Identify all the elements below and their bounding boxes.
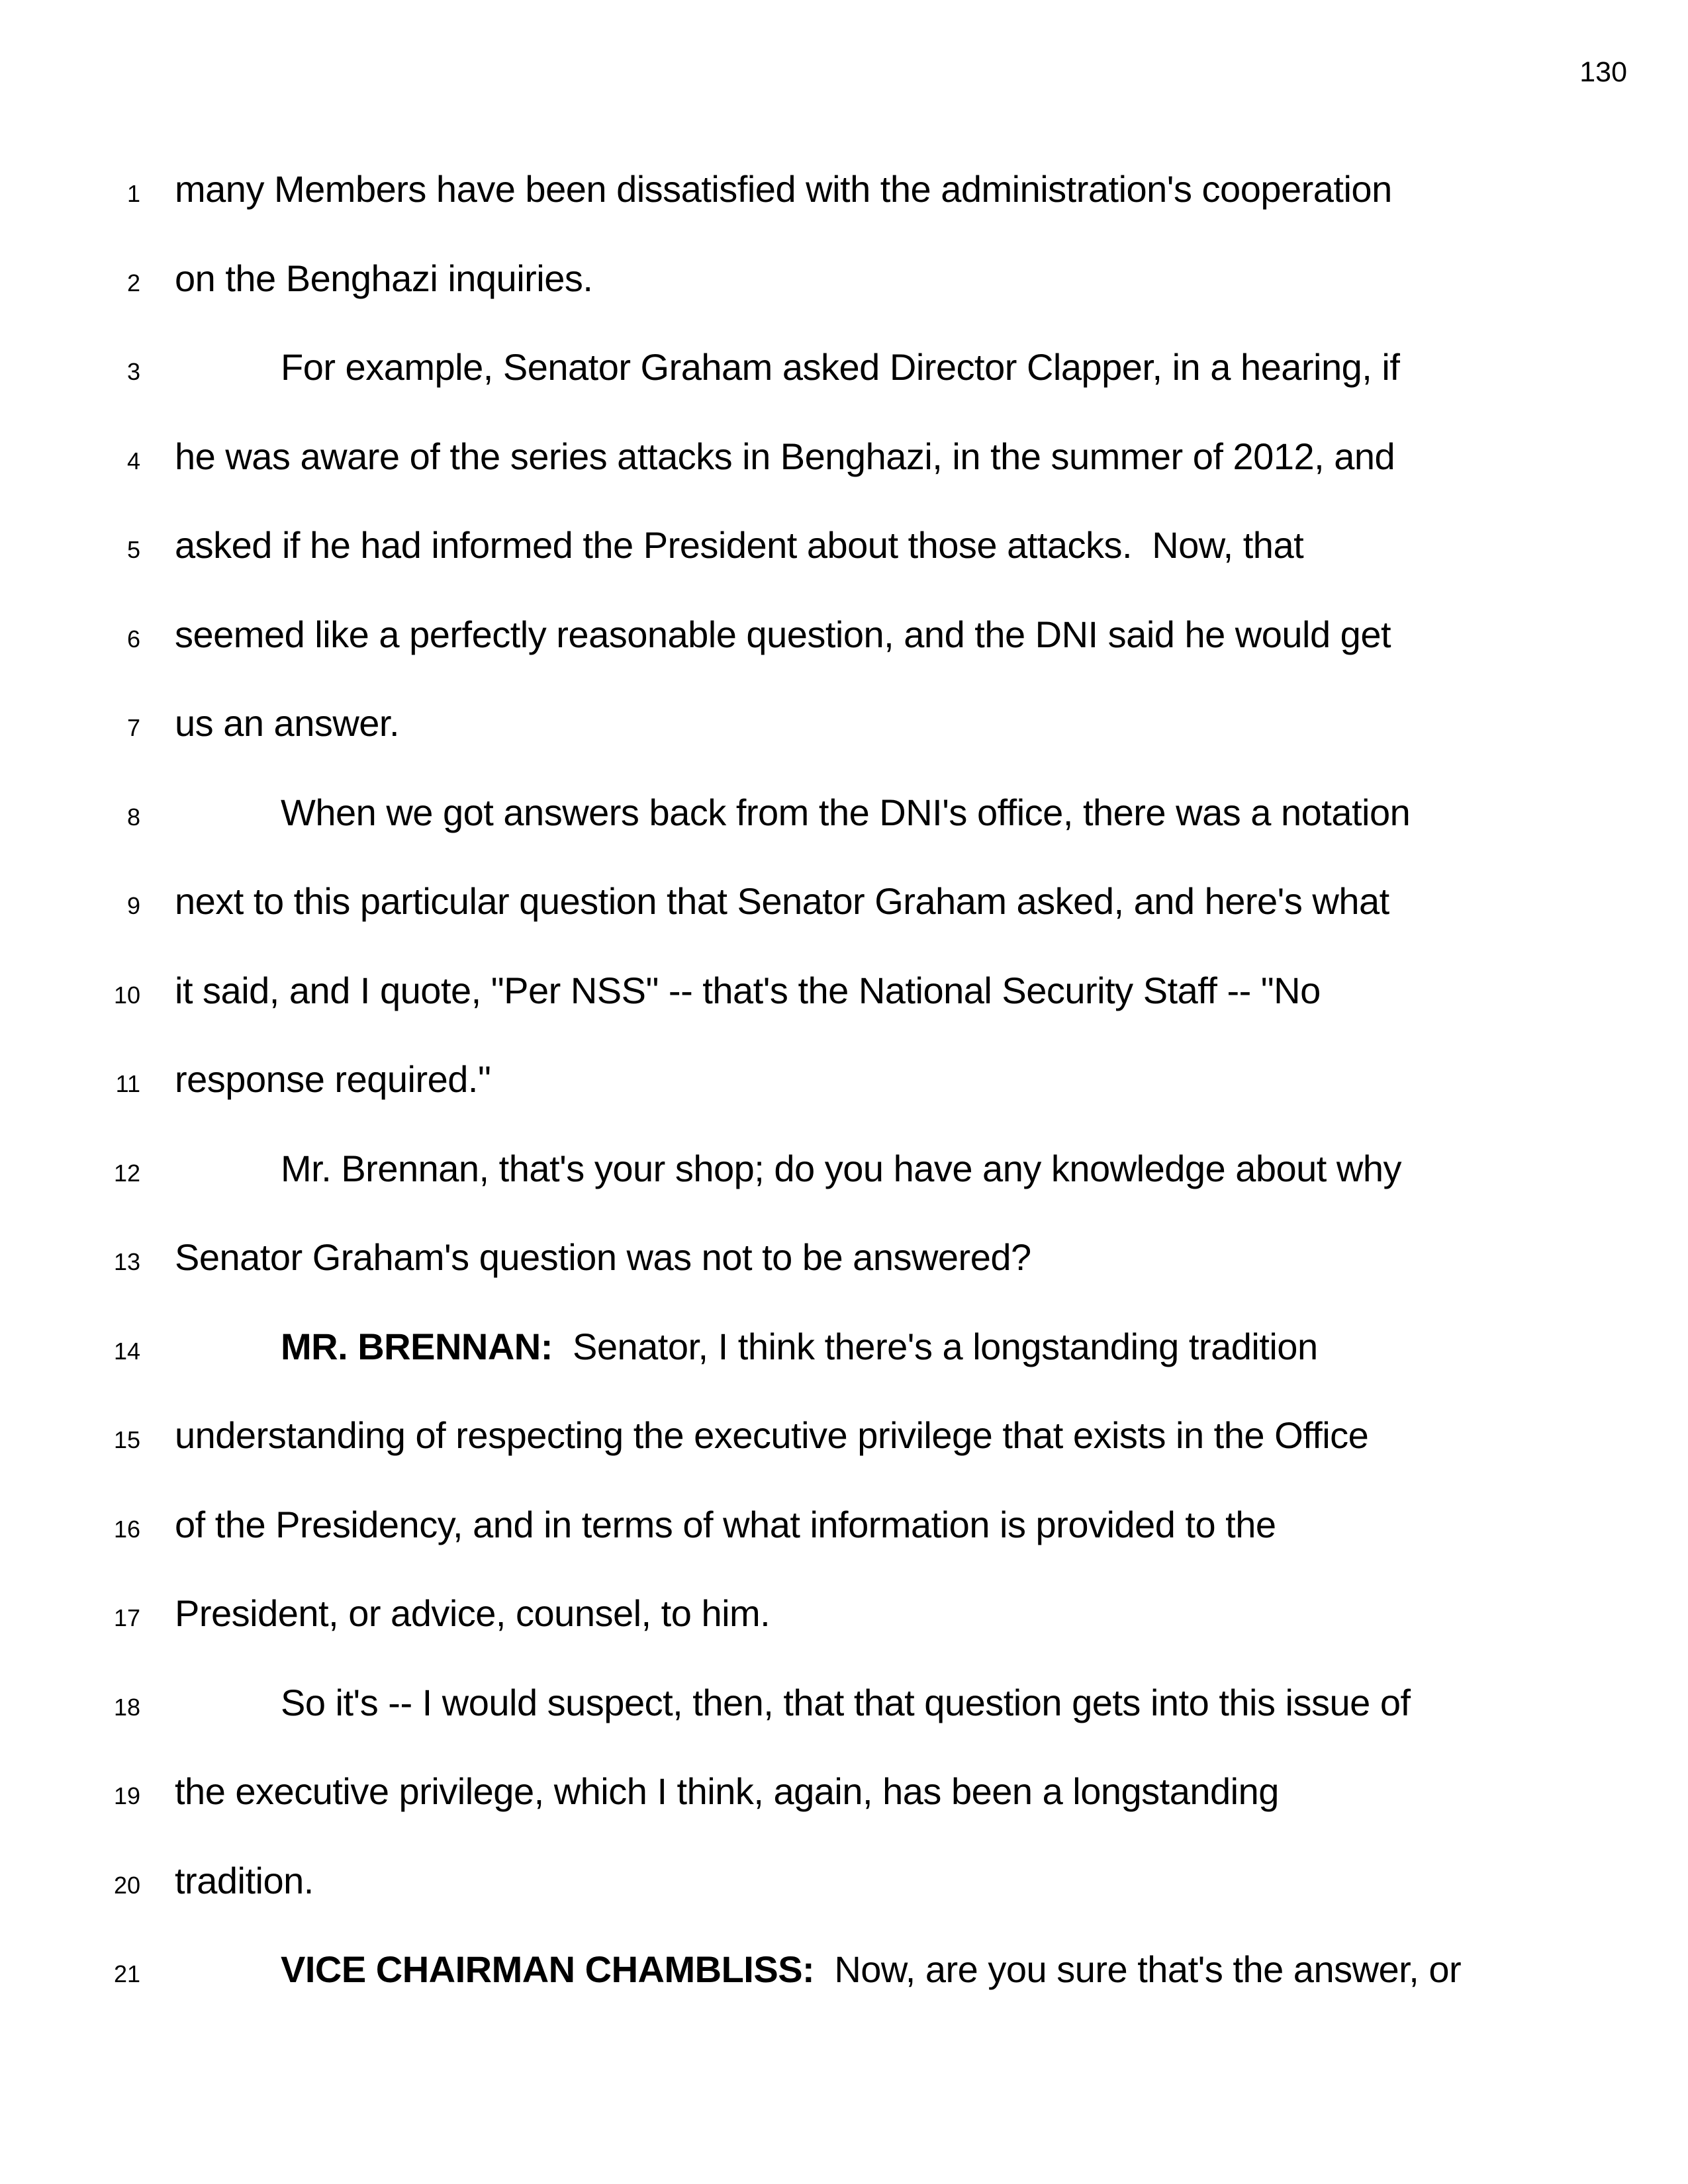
line-number: 6 xyxy=(126,625,140,653)
page-number: 130 xyxy=(1579,56,1627,88)
transcript-line xyxy=(0,1747,1655,1836)
line-text: understanding of respecting the executive privilege that exists in the Office xyxy=(175,1414,1369,1456)
line-text: For example, Senator Graham asked Director Clapper, in a hearing, if xyxy=(281,346,1400,388)
transcript-line xyxy=(0,1212,1655,1302)
transcript-line xyxy=(0,1925,1655,2014)
transcript-line xyxy=(0,590,1655,679)
line-number: 11 xyxy=(115,1070,140,1097)
transcript-line xyxy=(0,1836,1655,1925)
line-text: asked if he had informed the President about those attacks. Now, that xyxy=(175,524,1304,566)
line-text: When we got answers back from the DNI's office, there was a notation xyxy=(281,791,1411,833)
line-number: 17 xyxy=(113,1604,140,1631)
line-number: 7 xyxy=(126,714,140,741)
line-number: 19 xyxy=(113,1782,140,1809)
transcript-line xyxy=(0,1302,1655,1391)
line-text: VICE CHAIRMAN CHAMBLISS: Now, are you sure that's the answer, or xyxy=(281,1948,1462,1990)
transcript-line xyxy=(0,1390,1655,1480)
transcript-line xyxy=(0,678,1655,768)
line-number: 3 xyxy=(126,358,140,385)
transcript-line xyxy=(0,856,1655,946)
line-number: 15 xyxy=(113,1426,140,1453)
transcript-line xyxy=(0,234,1655,323)
transcript-line xyxy=(0,1480,1655,1569)
line-text: President, or advice, counsel, to him. xyxy=(175,1592,771,1634)
transcript-line xyxy=(0,1034,1655,1124)
line-text: it said, and I quote, "Per NSS" -- that's the National Security Staff -- "No xyxy=(175,969,1321,1011)
transcript-line xyxy=(0,946,1655,1035)
line-number: 8 xyxy=(126,803,140,831)
speaker-name: VICE CHAIRMAN CHAMBLISS: xyxy=(281,1948,815,1990)
line-text: MR. BRENNAN: Senator, I think there's a longstanding tradition xyxy=(281,1325,1318,1367)
line-text: response required." xyxy=(175,1058,491,1100)
line-number: 2 xyxy=(126,269,140,296)
line-text: on the Benghazi inquiries. xyxy=(175,257,593,299)
transcript-line xyxy=(0,144,1655,234)
transcript-line xyxy=(0,768,1655,857)
line-number: 16 xyxy=(113,1515,140,1543)
line-text: Mr. Brennan, that's your shop; do you have any knowledge about why xyxy=(281,1147,1401,1189)
line-number: 18 xyxy=(113,1693,140,1721)
line-number: 10 xyxy=(113,981,140,1009)
line-text: seemed like a perfectly reasonable question, and the DNI said he would get xyxy=(175,613,1391,655)
line-number: 14 xyxy=(113,1337,140,1365)
line-text: tradition. xyxy=(175,1859,314,1901)
transcript-line xyxy=(0,500,1655,590)
transcript-line xyxy=(0,412,1655,501)
transcript-line xyxy=(0,1124,1655,1213)
line-text: So it's -- I would suspect, then, that that question gets into this issue of xyxy=(281,1681,1411,1723)
line-number: 1 xyxy=(126,180,140,207)
line-number: 13 xyxy=(113,1248,140,1275)
line-number: 21 xyxy=(113,1960,140,1987)
transcript-line xyxy=(0,1569,1655,1658)
line-text: he was aware of the series attacks in Benghazi, in the summer of 2012, and xyxy=(175,435,1395,477)
line-number: 20 xyxy=(113,1871,140,1899)
line-text: the executive privilege, which I think, again, has been a longstanding xyxy=(175,1770,1279,1812)
line-text: us an answer. xyxy=(175,702,400,744)
line-number: 12 xyxy=(113,1159,140,1187)
line-text: Senator Graham's question was not to be answered? xyxy=(175,1236,1031,1278)
line-text: of the Presidency, and in terms of what information is provided to the xyxy=(175,1503,1276,1545)
line-text: next to this particular question that Senator Graham asked, and here's what xyxy=(175,880,1389,922)
transcript-line xyxy=(0,322,1655,412)
transcript-line xyxy=(0,1658,1655,1747)
line-number: 4 xyxy=(126,447,140,475)
line-number: 5 xyxy=(126,536,140,563)
line-text: many Members have been dissatisfied with the administration's cooperation xyxy=(175,168,1392,210)
line-number: 9 xyxy=(126,892,140,919)
speaker-name: MR. BRENNAN: xyxy=(281,1325,553,1367)
